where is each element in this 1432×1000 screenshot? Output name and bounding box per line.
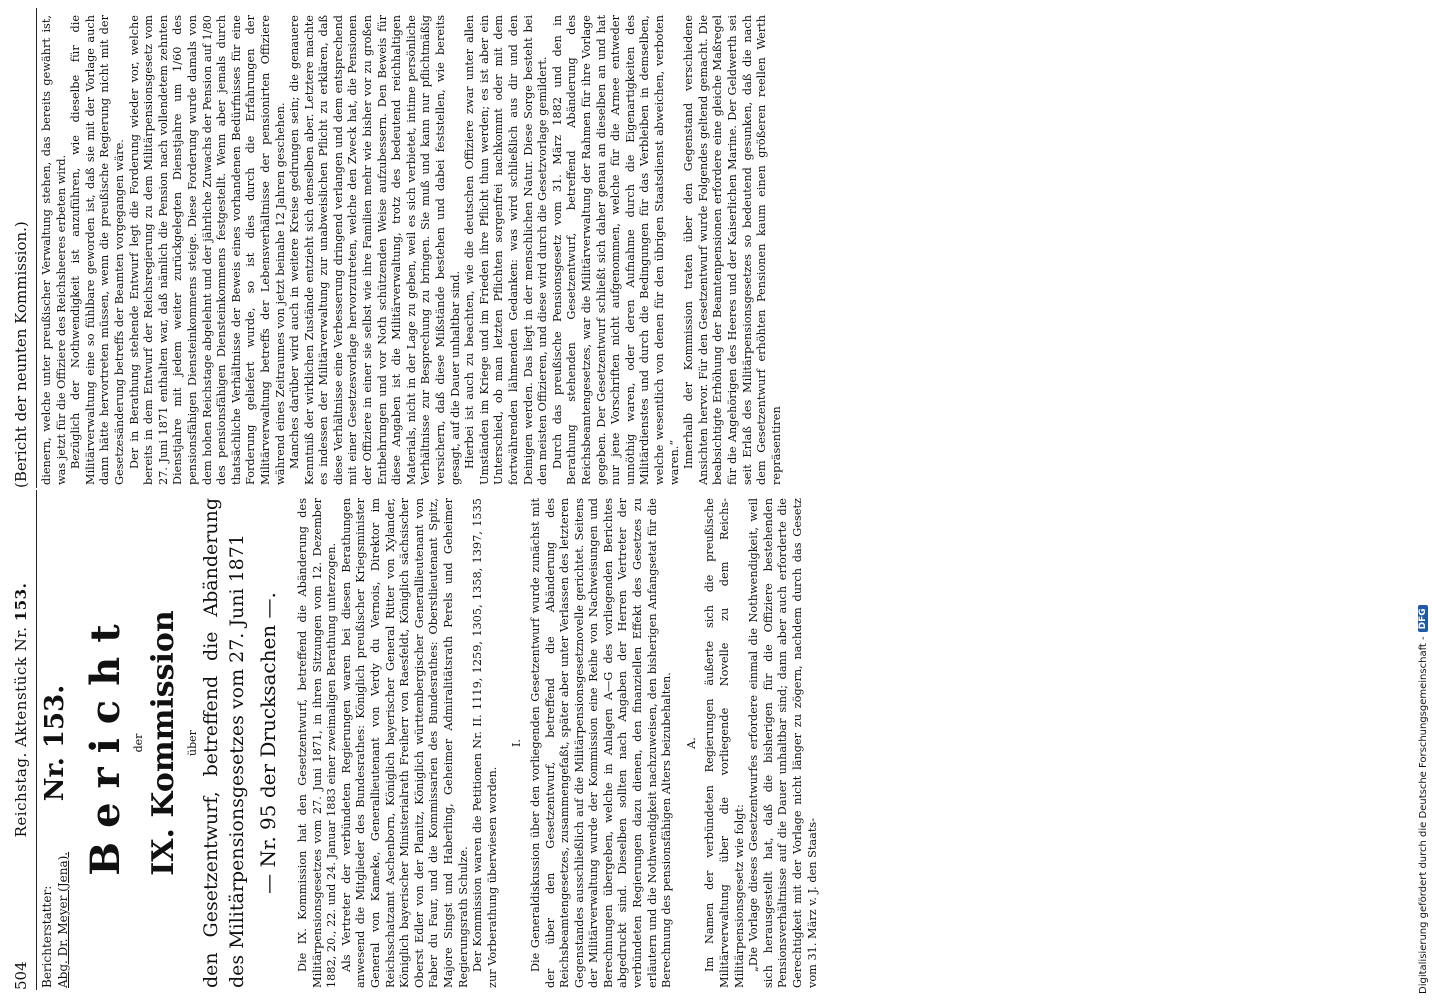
paragraph: Manches darüber wird auch in weitere Kreise gedrungen sein; die genauere Kenntniß der wirklichen Zustände entzieht sich denselben aber. Letztere machte es indessen der Militärverwaltung zur unabweislichen Pflicht zu erklären, daß diese Verhältnisse eine Verbesserung dringend verlangen und dem entsprechend mit einer Gesetzesvorlage hervorzutreten, welche den Zweck hat, die Pensionen der Offiziere in einer sie selbst wie ihre Familien mehr wie bisher vor zu großen Entbehrungen und vor Noth schützenden Weise aufzubessern. Den Beweis für diese Angaben ist die Militärverwaltung, trotz des bedeutend reichhaltigen Materials, nicht in der Lage zu geben, weil es sich verbietet, intime persönliche Verhältnisse zur Besprechung zu bringen. Sie muß und kann nur pflichtmäßig versichern, daß diese Mißstände bestehen und dabei feststellen, wie bereits gesagt, auf die Dauer unhaltbar sind. xyxy=(288,15,462,485)
section-heading: I. xyxy=(510,738,524,748)
paragraph: Durch das preußische Pensionsgesetz vom 31. März 1882 und den in Berathung stehenden Gesetzentwurf, betreffend Abänderung des Reichsbeamtengesetzes, war die Militärverwaltung der Rahmen für ihre Vorlage gegeben. Der Gesetzentwurf schließt sich daher genau an dieselben an und hat nur jene Vorschriften nicht aufgenommen, welche für die Armee entweder unnöthig waren, oder deren Aufnahme durch die Eigenartigkeiten des Militärdienstes und durch die Bedingungen für das Verbleiben in demselben, welche wesentlich von denen für den übrigen Staatsdienst abweichen, verboten waren.“ xyxy=(550,15,681,485)
report-heading: Bericht xyxy=(82,610,129,876)
paragraph: Die Generaldiskussion über den vorliegenden Gesetzentwurf wurde zunächst mit der über den Gesetzentwurf, betreffend die Abänderung des Reichsbeamtengesetzes, zusammengefaßt, später aber unter Verlassen des letzteren Gegenstandes ausschließlich auf die Militärpensionsgesetznovelle gerichtet. Seitens der Militärverwaltung wurde der Kommission eine Reihe von Nachweisungen und Berechnungen übergeben, welche in Anlagen A—G des vorliegenden Berichtes abgedruckt sind. Dieselben sollten nach Angaben der Herren Vertreter der verbündeten Regierungen dazu dienen, den finanziellen Effekt des Gesetzes zu erläutern und die Nothwendigkeit nachzuweisen, den bisherigen Anfangsetat für die Berechnung des pensionsfähigen Alters beizubehalten. xyxy=(528,498,674,988)
paragraph: Der Kommission waren die Petitionen Nr. II. 1119, 1259, 1305, 1358, 1397, 1535 zur Vorberathung überwiesen worden. xyxy=(471,498,499,988)
text-column-right xyxy=(40,15,1410,485)
running-title-left xyxy=(12,490,30,930)
paragraph: Im Namen der verbündeten Regierungen äußerte sich die preußische Militärverwaltung über die vorliegende Novelle zu dem Reichs-Militärpensionsgesetz wie folgt: xyxy=(703,498,746,988)
digitization-sidebar xyxy=(1414,0,1432,1000)
paragraph: Hierbei ist auch zu beachten, wie die deutschen Offiziere zwar unter allen Umständen im Kriege und im Frieden ihre Pflicht thun werden; es ist aber ein Unterschied, ob man letzten Pflichten sorgenfrei nachkommt oder mit dem fortwährenden lähmenden Gedanken: was wird schließlich aus dir und den Deinigen werden. Das liegt in der menschlichen Natur. Diese Sorge besteht bei den meisten Offizieren, und diese wird durch die Gesetzvorlage gemildert. xyxy=(463,15,550,485)
running-header-left xyxy=(8,490,37,990)
report-number: Nr. 153. xyxy=(40,684,70,802)
reporter-label: Berichterstatter: xyxy=(40,885,54,988)
running-title-right: (Bericht der neunten Kommission.) xyxy=(12,221,30,488)
drucksache-reference: — Nr. 95 der Drucksachen —. xyxy=(256,592,280,894)
paragraph: Die IX. Kommission hat den Gesetzentwurf, betreffend die Abänderung des Militärpensionsgesetzes vom 27. Juni 1871, in ihren Sitzungen vom 12. Dezember 1882, 20., 22. und 24. Januar 1883 einer zweimaligen Berathung unterzogen. xyxy=(296,498,339,988)
paragraph: Innerhalb der Kommission traten über den Gegenstand verschiedene Ansichten hervor. Für den Gesetzentwurf wurde Folgendes geltend gemacht. Die beabsichtigte Erhöhung der Beamtenpensionen erfordere eine gleiche Maßregel für die Angehörigen des Heeres und der Kaiserlichen Marine. Der Geldwerth sei seit Erlaß des Militärpensionsgesetzes so bedeutend gesunken, daß die nach dem Gesetzentwurf erhöhten Pensionen kaum einen größeren reellen Werth repräsentiren xyxy=(682,15,783,485)
paragraph: „Die Vorlage dieses Gesetzentwurfes erfordere einmal die Nothwendigkeit, weil sich herausgestellt hat, daß die bisherigen für die Offiziere bestehenden Pensionsverhältnisse auf die Dauer unhaltbar sind; dann aber auch erforderte die Gerechtigkeit mit der Vorlage nicht länger zu zögern, nachdem durch das Gesetz vom 31. März v. J. den Staats- xyxy=(747,498,819,988)
paragraph: dienern, welche unter preußischer Verwaltung stehen, das bereits gewährt ist, was jetzt für die Offiziere des Reichsheeres erbeten wird. xyxy=(40,15,68,485)
running-title-text: Reichstag. Aktenstück Nr. xyxy=(12,626,30,838)
paragraph: Als Vertreter der verbündeten Regierungen waren bei diesen Berathungen anwesend die Mitglieder des Bundesrathes: Königlich preußischer Kriegsminister General von Kameke, Generallieutenant von Verdy du Vernois, Direktor im Reichsschatzamt Aschenborn, Königlich bayerischer General Ritter von Xylander, Königlich bayerischer Ministerialrath Freiherr von Raesfeldt, Königlich sächsischer Oberst Edler von der Planitz, Königlich württembergischer Generallieutenant von Faber du Faur, und die Kommissarien des Bundesrathes: Oberstlieutenant Spitz, Majore Singst und Haberling, Geheimer Admiralitätsrath Perels und Geheimer Regierungsrath Schulze. xyxy=(339,498,470,988)
heading-der: der xyxy=(132,733,145,753)
paragraph: Der in Berathung stehende Entwurf legt die Forderung wieder vor, welche bereits in dem Entwurf der Reichsregierung zu dem Militärpensionsgesetz vom 27. Juni 1871 enthalten war, daß nämlich die Pension nach vollendetem zehnten Dienstjahre mit jedem weiter zurückgelegten Dienstjahre um 1/60 des pensionsfähigen Diensteinkommens steige. Diese Forderung wurde damals von dem hohen Reichstage abgelehnt und der jährliche Zuwachs der Pension auf 1/80 des pensionsfähigen Diensteinkommens festgestellt. Wenn aber jemals durch thatsächliche Verhältnisse der Beweis eines vorhandenen Bedürfnisses für eine Forderung geliefert wurde, so ist dies durch die Erfahrungen der Militärverwaltung betreffs der Lebensverhältnisse der pensionirten Offiziere während eines Zeitraumes von jetzt beinahe 12 Jahren geschehen. xyxy=(127,15,287,485)
page-number: 504 xyxy=(12,961,30,990)
paragraph: Bezüglich der Nothwendigkeit ist anzuführen, wie dieselbe für die Militärverwaltung eine so fühlbare geworden ist, daß sie mit der Vorlage auch dann hätte hervortreten müssen, wenn die preußische Regierung nicht mit der Gesetzesänderung betreffs der Beamten vorgegangen wäre. xyxy=(69,15,126,485)
report-subject: den Gesetzentwurf, betreffend die Abänderung des Militärpensionsgesetzes vom 27. Juni 1871 xyxy=(200,498,248,988)
commission-title: IX. Kommission xyxy=(146,610,181,876)
dfg-logo: DFG xyxy=(1418,605,1428,632)
section-heading: A. xyxy=(684,737,698,749)
reporter-name: Abg. Dr. Meyer (Jena). xyxy=(56,851,70,988)
text-column-left xyxy=(296,498,1408,988)
running-header-right xyxy=(8,8,37,488)
doc-number: 153. xyxy=(12,582,30,622)
heading-ueber: über xyxy=(186,730,199,756)
digitization-note: Digitalisierung gefördert durch die Deutsche Forschungsgemeinschaft - xyxy=(1417,636,1429,994)
